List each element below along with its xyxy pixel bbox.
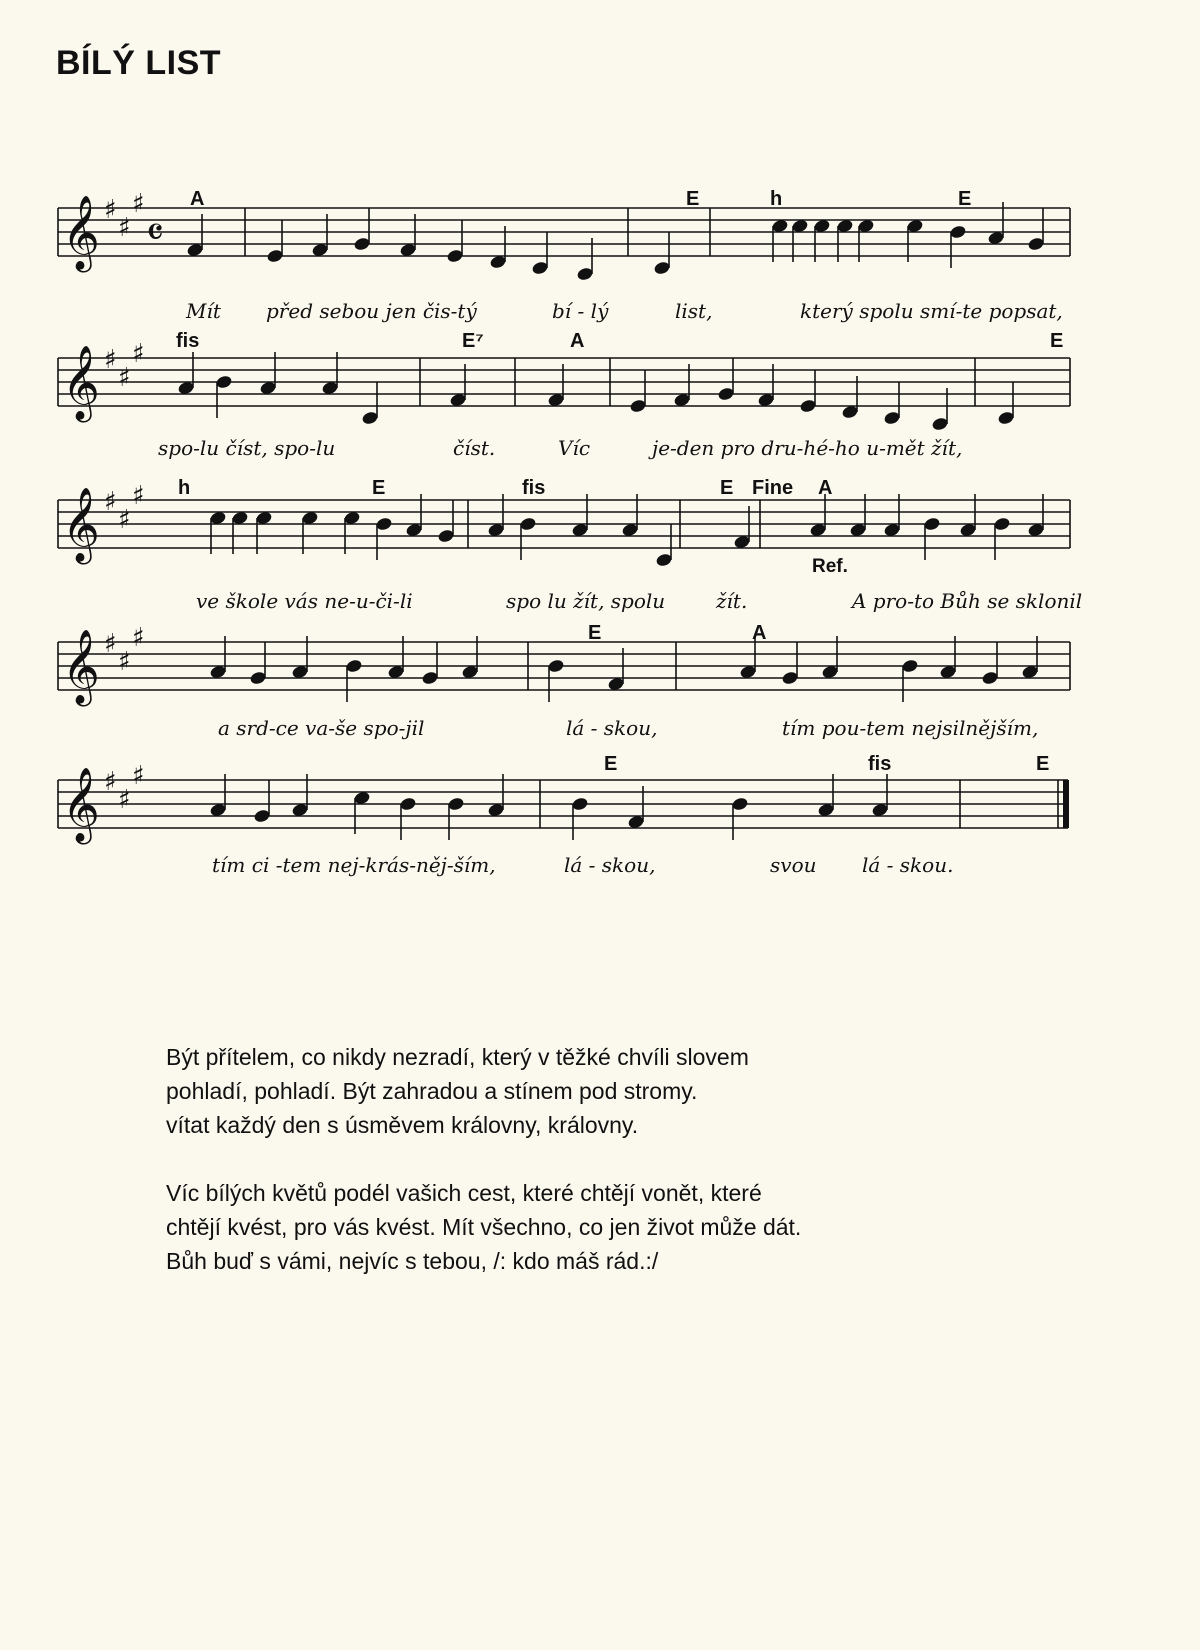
verse-line: Bůh buď s vámi, nejvíc s tebou, /: kdo máš rád.:/: [166, 1248, 659, 1274]
lyric-text: lá - skou.: [862, 853, 954, 877]
treble-clef-icon: 𝄞: [62, 488, 100, 562]
lyric-text: bí - lý: [552, 299, 609, 323]
lyric-text: který spolu smí-te popsat,: [800, 299, 1063, 323]
final-barline: [1063, 780, 1069, 828]
sharp-icon: ♯: [118, 647, 131, 677]
lyric-text: ve škole vás ne-u-či-li: [196, 589, 413, 613]
refrain-marker: Ref.: [812, 556, 848, 577]
treble-clef-icon: 𝄞: [62, 630, 100, 704]
chord-symbol: fis: [176, 330, 200, 352]
chord-symbol: E: [958, 188, 972, 210]
lyric-text: spo-lu číst, spo-lu: [158, 436, 336, 460]
lyric-text: žít.: [716, 589, 748, 613]
lyric-text: tím pou-tem nejsilnějším,: [782, 716, 1039, 740]
chord-symbol: E: [588, 622, 602, 644]
sharp-icon: ♯: [132, 339, 145, 369]
lyric-text: před sebou jen čis-tý: [266, 299, 477, 323]
sharp-icon: ♯: [104, 629, 117, 659]
lyric-text: Mít: [186, 299, 221, 323]
verse-line: Víc bílých květů podél vašich cest, které chtějí vonět, které: [166, 1180, 762, 1206]
chord-symbol: fis: [868, 753, 892, 775]
treble-clef-icon: 𝄞: [62, 346, 100, 420]
chord-symbol: Fine: [752, 477, 794, 499]
chord-symbol: E⁷: [462, 330, 484, 352]
verses: [166, 1040, 1086, 1312]
lyric-text: je-den pro dru-hé-ho u-mět žít,: [652, 436, 963, 460]
sharp-icon: ♯: [104, 767, 117, 797]
chord-symbol: A: [190, 188, 205, 210]
lyric-text: tím ci -tem nej-krás-něj-ším,: [212, 853, 496, 877]
verse-1: [166, 1040, 1086, 1142]
sharp-icon: ♯: [118, 785, 131, 815]
lyric-text: a srd-ce va-še spo-jil: [218, 716, 425, 740]
lyric-text: lá - skou,: [566, 716, 658, 740]
sharp-icon: ♯: [104, 195, 117, 225]
lyric-text: spo lu žít, spolu: [506, 589, 666, 613]
chord-symbol: E: [1050, 330, 1064, 352]
sharp-icon: ♯: [118, 363, 131, 393]
common-time-icon: 𝄴: [146, 210, 164, 256]
chord-symbol: A: [818, 477, 833, 499]
chord-symbol: E: [372, 477, 386, 499]
sharp-icon: ♯: [118, 213, 131, 243]
verse-line: pohladí, pohladí. Být zahradou a stínem pod stromy.: [166, 1078, 698, 1104]
sharp-icon: ♯: [132, 189, 145, 219]
lyric-text: list,: [675, 299, 713, 323]
sharp-icon: ♯: [132, 623, 145, 653]
page-title: BÍLÝ LIST: [56, 44, 222, 82]
chord-symbol: E: [1036, 753, 1050, 775]
treble-clef-icon: 𝄞: [62, 768, 100, 842]
sharp-icon: ♯: [132, 761, 145, 791]
verse-line: chtějí kvést, pro vás kvést. Mít všechno, co jen život může dát.: [166, 1214, 802, 1240]
lyric-text: lá - skou,: [564, 853, 656, 877]
treble-clef-icon: 𝄞: [62, 196, 100, 270]
verse-line: vítat každý den s úsměvem královny, královny.: [166, 1112, 639, 1138]
chord-symbol: h: [770, 188, 783, 210]
chord-symbol: E: [720, 477, 734, 499]
lyric-text: svou: [770, 853, 817, 877]
sharp-icon: ♯: [104, 487, 117, 517]
chord-symbol: fis: [522, 477, 546, 499]
chord-symbol: E: [686, 188, 700, 210]
lyric-text: číst.: [453, 436, 496, 460]
verse-line: Být přítelem, co nikdy nezradí, který v těžké chvíli slovem: [166, 1044, 749, 1070]
sharp-icon: ♯: [132, 481, 145, 511]
sharp-icon: ♯: [104, 345, 117, 375]
sharp-icon: ♯: [118, 505, 131, 535]
chord-symbol: h: [178, 477, 191, 499]
lyric-text: Víc: [558, 436, 591, 460]
lyric-text: A pro-to Bůh se sklonil: [852, 589, 1083, 613]
chord-symbol: A: [752, 622, 767, 644]
chord-symbol: A: [570, 330, 585, 352]
verse-2: [166, 1176, 1086, 1278]
chord-symbol: E: [604, 753, 618, 775]
